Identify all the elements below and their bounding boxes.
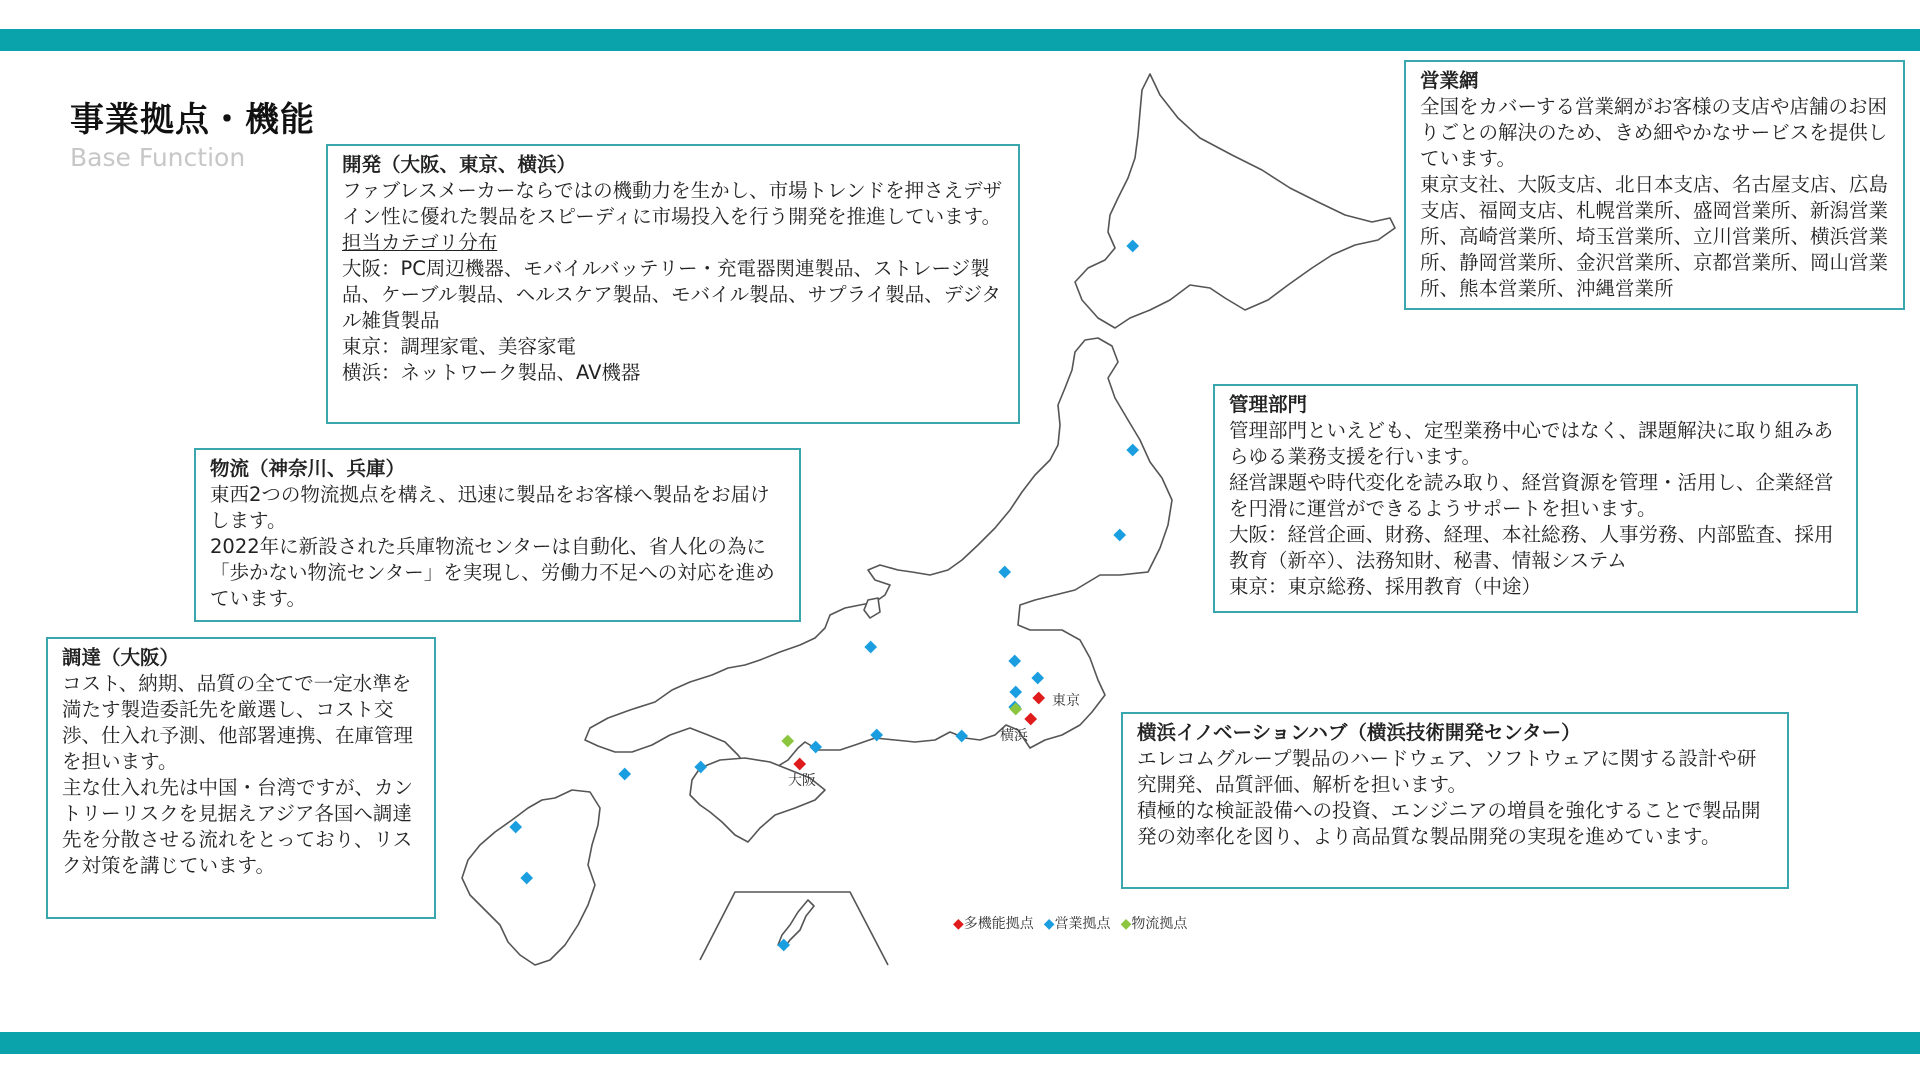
development-osaka: 大阪：PC周辺機器、モバイルバッテリー・充電器関連製品、ストレージ製品、ケーブル製品、ヘルスケア製品、モバイル製品、サプライ製品、デジタル雑貨製品 bbox=[342, 257, 1001, 332]
page-title: 事業拠点・機能 bbox=[70, 100, 315, 140]
sales-body-1: 全国をカバーする営業網がお客様の支店や店舗のお困りごとの解決のため、きめ細やかなサービスを提供しています。 bbox=[1420, 95, 1888, 170]
development-box bbox=[326, 144, 1020, 424]
procurement-box bbox=[46, 637, 436, 919]
logistics-box bbox=[194, 448, 801, 622]
sales-marker bbox=[618, 768, 631, 781]
admin-tokyo: 東京：東京総務、採用教育（中途） bbox=[1229, 575, 1542, 598]
sales-heading: 営業網 bbox=[1420, 69, 1479, 92]
legend-multi-label: 多機能拠点 bbox=[963, 916, 1034, 932]
map-label-yokohama: 横浜 bbox=[1000, 728, 1028, 744]
admin-body-2: 経営課題や時代変化を読み取り、経営資源を管理・活用し、企業経営を円滑に運営ができるようサポートを担います。 bbox=[1229, 471, 1834, 520]
development-yokohama: 横浜：ネットワーク製品、AV機器 bbox=[342, 361, 641, 384]
legend-sales-label: 営業拠点 bbox=[1054, 916, 1111, 932]
logistics-body-1: 東西2つの物流拠点を構え、迅速に製品をお客様へ製品をお届けします。 bbox=[210, 483, 770, 532]
admin-heading: 管理部門 bbox=[1229, 393, 1308, 416]
hub-body-2: 積極的な検証設備への投資、エンジニアの増員を強化することで製品開発の効率化を図り、より高品質な製品開発の実現を進めています。 bbox=[1137, 799, 1761, 848]
logistics-body-2: 2022年に新設された兵庫物流センターは自動化、省人化の為に「歩かない物流センター」を実現し、労働力不足への対応を進めています。 bbox=[210, 535, 775, 610]
map-label-tokyo: 東京 bbox=[1052, 693, 1080, 709]
procurement-body-2: 主な仕入れ先は中国・台湾ですが、カントリーリスクを見据えアジア各国へ調達先を分散させる流れをとっており、リスク対策を講じています。 bbox=[62, 776, 414, 877]
development-tokyo: 東京：調理家電、美容家電 bbox=[342, 335, 577, 358]
legend-multi-icon: ◆ bbox=[953, 916, 964, 932]
legend-sales-icon: ◆ bbox=[1043, 916, 1055, 932]
sales-network-box bbox=[1404, 60, 1905, 310]
procurement-body-1: コスト、納期、品質の全てで一定水準を満たす製造委託先を厳選し、コスト交渉、仕入れ予測、他部署連携、在庫管理を担います。 bbox=[62, 672, 414, 773]
procurement-heading: 調達（大阪） bbox=[62, 646, 180, 669]
shikoku-shape bbox=[690, 758, 825, 842]
page-subtitle: Base Function bbox=[70, 143, 246, 172]
development-heading: 開発（大阪、東京、横浜） bbox=[342, 153, 577, 176]
development-category-title: 担当カテゴリ分布 bbox=[342, 231, 498, 254]
map-legend bbox=[953, 913, 1187, 933]
legend-logistics-icon: ◆ bbox=[1120, 916, 1132, 932]
legend-logistics-label: 物流拠点 bbox=[1131, 916, 1188, 932]
admin-box bbox=[1213, 384, 1858, 613]
admin-body-1: 管理部門といえども、定型業務中心ではなく、課題解決に取り組みあらゆる業務支援を行います。 bbox=[1229, 419, 1834, 468]
admin-osaka: 大阪：経営企画、財務、経理、本社総務、人事労務、内部監査、採用教育（新卒）、法務知財、秘書、情報システム bbox=[1229, 523, 1834, 572]
sales-body-2: 東京支社、大阪支店、北日本支店、名古屋支店、広島支店、福岡支店、札幌営業所、盛岡営業所、新潟営業所、高崎営業所、埼玉営業所、立川営業所、横浜営業所、静岡営業所、金沢営業所、京都営業所、岡山営業所、熊本営業所、沖縄営業所 bbox=[1420, 173, 1889, 300]
legend-multi bbox=[953, 913, 1034, 933]
development-body: ファブレスメーカーならではの機動力を生かし、市場トレンドを押さえデザイン性に優れた製品をスピーディに市場投入を行う開発を推進しています。 bbox=[342, 179, 1003, 228]
hokkaido-shape bbox=[1075, 74, 1395, 328]
hub-heading: 横浜イノベーションハブ（横浜技術開発センター） bbox=[1137, 721, 1581, 744]
legend-logistics bbox=[1121, 913, 1188, 933]
map-label-osaka: 大阪 bbox=[788, 773, 816, 789]
multi-marker bbox=[793, 758, 806, 771]
logistics-heading: 物流（神奈川、兵庫） bbox=[210, 457, 406, 480]
hub-body-1: エレコムグループ製品のハードウェア、ソフトウェアに関する設計や研究開発、品質評価、解析を担います。 bbox=[1137, 747, 1757, 796]
legend-sales bbox=[1044, 913, 1111, 933]
innovation-hub-box bbox=[1121, 712, 1789, 889]
